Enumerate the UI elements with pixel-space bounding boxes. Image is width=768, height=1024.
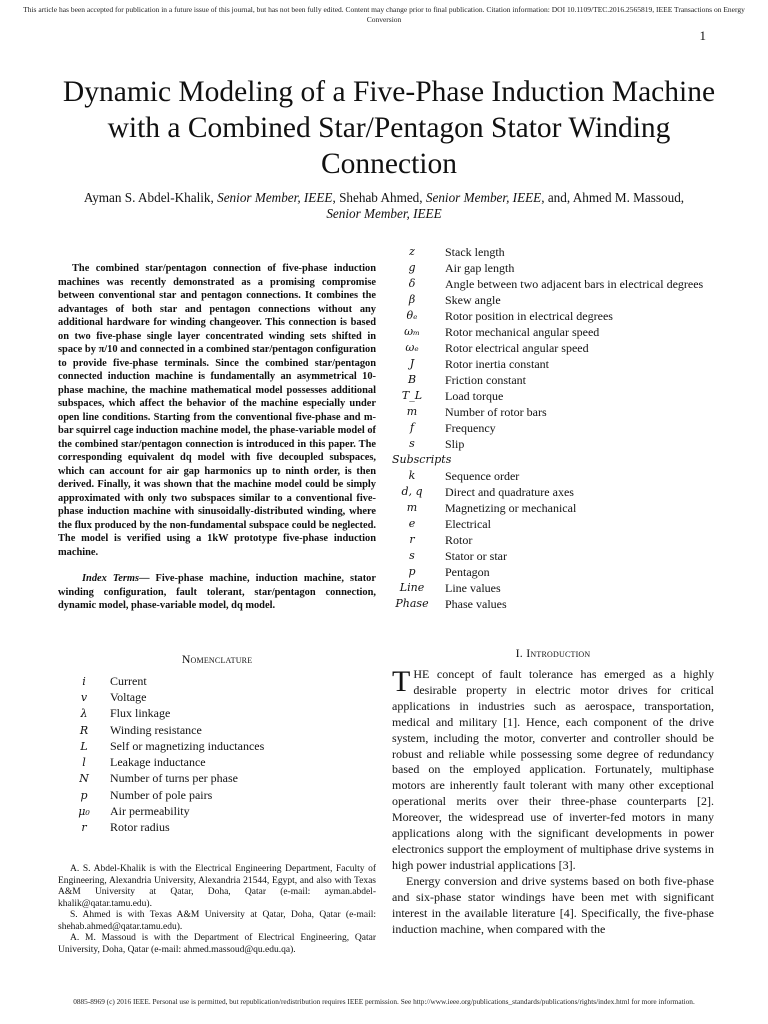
symbol-description: Rotor mechanical angular speed xyxy=(445,325,600,339)
symbol-description: Pentagon xyxy=(445,565,490,579)
symbol-description: Number of turns per phase xyxy=(110,771,238,786)
symbol: N xyxy=(79,772,89,786)
author-list xyxy=(80,190,688,222)
symbol-description: Electrical xyxy=(445,517,491,531)
introduction-heading-number: I. xyxy=(515,646,524,660)
author-3-name: , and, Ahmed M. Massoud, xyxy=(541,190,685,205)
symbol-description: Stack length xyxy=(445,245,505,259)
paper-title: Dynamic Modeling of a Five-Phase Induction Machine with a Combined Star/Pentagon Stator Winding Connection xyxy=(62,76,716,180)
symbol-description: Line values xyxy=(445,581,501,595)
index-terms xyxy=(58,572,376,613)
introduction-section xyxy=(392,646,714,937)
symbol: z xyxy=(409,245,415,258)
symbol: r xyxy=(81,821,87,835)
symbol: m xyxy=(406,501,418,514)
intro-paragraph-2: Energy conversion and drive systems based on both five-phase and six-phase stator windings have been met with significant interest in the available literature [4]. Specifically, the five-phase induction machine, when compared with the xyxy=(392,873,714,936)
author-2-role: Senior Member, IEEE xyxy=(425,190,542,205)
subscript-row xyxy=(392,564,714,580)
nomenclature-row xyxy=(58,673,376,689)
symbol: ωₑ xyxy=(405,341,419,354)
nomenclature-row xyxy=(58,803,376,819)
author-footnotes xyxy=(58,864,376,956)
author-1-role: Senior Member, IEEE xyxy=(217,190,333,205)
symbol: Phase xyxy=(395,597,429,610)
nomenclature-row xyxy=(392,388,714,404)
subscript-row xyxy=(392,580,714,596)
footnote-1: A. S. Abdel-Khalik is with the Electrical Engineering Department, Faculty of Engineering, Alexandria University, Alexandria 21544, Egypt, and also with Texas A&M University at Qatar, Doha, Qatar (e-mail: ayman.abdel-khalik@qatar.tamu.edu). xyxy=(58,864,376,909)
symbol: δ xyxy=(408,277,416,290)
left-column xyxy=(58,262,376,613)
nomenclature-row xyxy=(392,372,714,388)
symbol: R xyxy=(79,723,89,737)
nomenclature-row xyxy=(58,820,376,836)
nomenclature-row xyxy=(392,420,714,436)
symbol-description: Rotor inertia constant xyxy=(445,357,549,371)
symbol-description: Phase values xyxy=(445,597,507,611)
nomenclature-section xyxy=(58,652,376,836)
symbol: ωₘ xyxy=(404,325,420,338)
symbol-description: Magnetizing or mechanical xyxy=(445,501,577,515)
symbol-description: Friction constant xyxy=(445,373,526,387)
symbol-description: Rotor radius xyxy=(110,820,170,835)
nomenclature-heading: Nomenclature xyxy=(181,652,253,666)
subscript-row xyxy=(392,596,714,612)
symbol-description: Number of rotor bars xyxy=(445,405,547,419)
symbol-description: Air permeability xyxy=(110,804,190,819)
nomenclature-row xyxy=(392,308,714,324)
symbol-description: Sequence order xyxy=(445,469,520,483)
symbol-description: Self or magnetizing inductances xyxy=(110,738,265,753)
subscripts-heading: Subscripts xyxy=(392,453,452,466)
symbol: d, q xyxy=(401,485,423,498)
subscript-row xyxy=(392,548,714,564)
subscript-row xyxy=(392,516,714,532)
nomenclature-row xyxy=(392,436,714,452)
symbol: m xyxy=(406,405,418,418)
symbol: L xyxy=(80,739,88,753)
author-1-name: Ayman S. Abdel-Khalik, xyxy=(83,190,218,205)
nomenclature-row xyxy=(58,787,376,803)
nomenclature-row xyxy=(392,324,714,340)
symbol-description: Leakage inductance xyxy=(110,755,206,770)
author-2-name: , Shehab Ahmed, xyxy=(332,190,426,205)
nomenclature-row xyxy=(392,244,714,260)
symbol-description: Skew angle xyxy=(445,293,501,307)
journal-header-note: This article has been accepted for publication in a future issue of this journal, but has not been fully edited. Content may change prior to final publication. Citation information: DOI 10.1109/TEC.2016.2565819, IEEE Transactions on Energy Conversion xyxy=(23,5,745,24)
index-terms-label: Index Terms xyxy=(82,573,140,584)
nomenclature-list xyxy=(58,673,376,836)
symbol: λ xyxy=(80,707,88,721)
subscript-row xyxy=(392,484,714,500)
nomenclature-row xyxy=(58,689,376,705)
symbol: g xyxy=(408,261,416,274)
symbol: B xyxy=(407,373,417,386)
nomenclature-row xyxy=(392,404,714,420)
symbol: β xyxy=(408,293,416,306)
footnote-2: S. Ahmed is with Texas A&M University at Qatar, Doha, Qatar (e-mail: shehab.ahmed@qatar.tamu.edu). xyxy=(58,910,376,932)
symbol: s xyxy=(409,549,415,562)
index-terms-text: — Five-phase machine, induction machine, stator winding configuration, fault tolerant, star/pentagon connection, dynamic model, phase-variable model, dq model. xyxy=(58,573,376,611)
symbol-description: Rotor position in electrical degrees xyxy=(445,309,613,323)
symbol: θₑ xyxy=(406,309,418,322)
symbol: s xyxy=(409,437,415,450)
symbol-description: Air gap length xyxy=(445,261,515,275)
nomenclature-row xyxy=(392,260,714,276)
nomenclature-row xyxy=(58,754,376,770)
nomenclature-row xyxy=(392,340,714,356)
nomenclature-row xyxy=(58,722,376,738)
symbol: r xyxy=(409,533,415,546)
symbol-description: Direct and quadrature axes xyxy=(445,485,574,499)
nomenclature-continued-list xyxy=(392,244,714,452)
symbol-description: Rotor xyxy=(445,533,473,547)
symbol: p xyxy=(408,565,416,578)
right-column-nomenclature xyxy=(392,244,714,612)
intro-paragraph-1-text: HE concept of fault tolerance has emerged as a highly desirable property in electric motor drives for critical applications in industries such as aerospace, transportation, medical and military [1]. Hence, each component of the drive system, including the motor, converter and controller should be robust and reliable while possessing some degree of redundancy based on the employed application. Fortunately, multiphase motors are inherently fault tolerant with many other exceptional operational merits over their three-phase counterparts [2]. Moreover, the widespread use of inverter-fed motors in many applications along with the significant developments in power electronics support the employment of multiphase drive systems in high power industrial applications [3]. xyxy=(392,667,714,872)
symbol-description: Frequency xyxy=(445,421,496,435)
subscript-row xyxy=(392,500,714,516)
copyright-note: 0885-8969 (c) 2016 IEEE. Personal use is permitted, but republication/redistribution requires IEEE permission. See http://www.ieee.org/publications_standards/publications/rights/index.html for more information. xyxy=(73,997,695,1006)
symbol: μ₀ xyxy=(78,805,90,819)
nomenclature-row xyxy=(58,738,376,754)
intro-paragraph-1 xyxy=(392,667,714,874)
page-number: 1 xyxy=(699,28,706,43)
symbol: k xyxy=(408,469,416,482)
author-3-role: Senior Member, IEEE xyxy=(326,206,442,221)
symbol: e xyxy=(408,517,416,530)
subscript-row xyxy=(392,468,714,484)
nomenclature-row xyxy=(392,292,714,308)
subscripts-list xyxy=(392,468,714,612)
abstract: The combined star/pentagon connection of five-phase induction machines was recently demonstrated as a promising compromise between conventional star and pentagon connections. It combines the advantages of both star and pentagon connections without any additional hardware for winding changeover. This connection is based on two five-phase single layer concentrated winding sets shifted in space by π/10 and connected in a combined star/pentagon configuration to provide five-phase terminals. Since the combined star/pentagon connected induction machine is fundamentally an asymmetrical 10-phase machine, the machine mathematical model possesses additional subspaces, which affect the behavior of the machine especially under open line conditions. Starting from the conventional five-phase and m-bar squirrel cage induction machine model, the phase-variable model of the combined star/pentagon connection is introduced in this paper. The corresponding equivalent dq model with five decoupled subspaces, which can account for air gap harmonics up to ninth order, is then derived. Finally, it was shown that the machine model could be simply approximated with only two subspaces similar to a conventional five-phase induction machine with sinusoidally-distributed winding, where the flux produced by the non-fundamental subspace could be neglected. The model is verified using a 1kW prototype five-phase induction machine. xyxy=(58,263,376,558)
nomenclature-row xyxy=(58,706,376,722)
symbol-description: Slip xyxy=(445,437,465,451)
drop-cap: T xyxy=(392,665,411,698)
introduction-heading xyxy=(392,646,714,661)
symbol: v xyxy=(80,690,88,704)
symbol-description: Angle between two adjacent bars in electrical degrees xyxy=(445,277,704,291)
nomenclature-row xyxy=(392,356,714,372)
symbol-description: Number of pole pairs xyxy=(110,787,213,802)
subscript-row xyxy=(392,532,714,548)
symbol: l xyxy=(82,756,86,770)
symbol-description: Flux linkage xyxy=(110,706,171,721)
introduction-heading-text: Introduction xyxy=(526,646,591,660)
nomenclature-row xyxy=(58,771,376,787)
symbol-description: Voltage xyxy=(110,689,147,704)
symbol: J xyxy=(409,357,415,370)
symbol-description: Load torque xyxy=(445,389,504,403)
symbol-description: Current xyxy=(110,673,147,688)
symbol-description: Winding resistance xyxy=(110,722,202,737)
nomenclature-row xyxy=(392,276,714,292)
symbol: f xyxy=(409,421,415,434)
symbol: Line xyxy=(399,581,425,594)
footnote-3: A. M. Massoud is with the Department of Electrical Engineering, Qatar University, Doha, Qatar (e-mail: ahmed.massoud@qu.edu.qa). xyxy=(58,933,376,955)
symbol: p xyxy=(80,788,88,802)
symbol-description: Rotor electrical angular speed xyxy=(445,341,589,355)
symbol: i xyxy=(82,674,86,688)
symbol: T_L xyxy=(401,389,423,402)
symbol-description: Stator or star xyxy=(445,549,507,563)
